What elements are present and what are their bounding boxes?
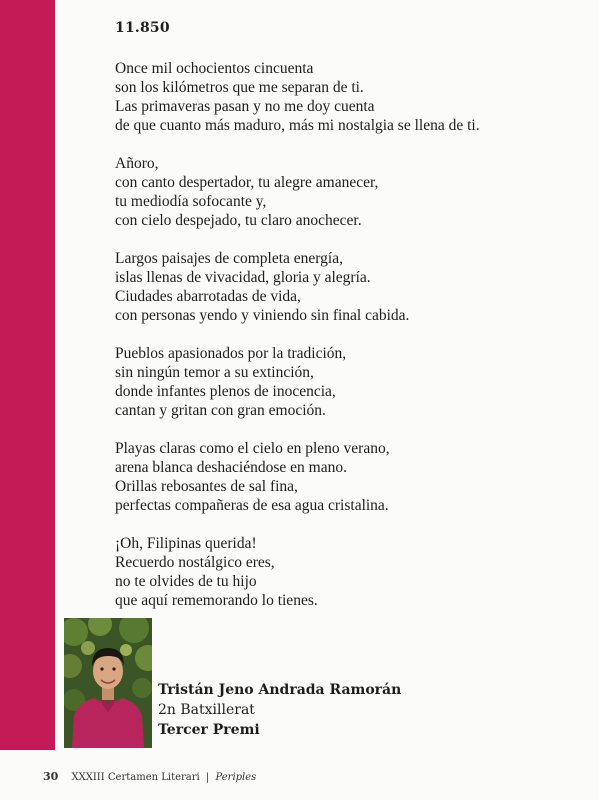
poem-line: Añoro, — [115, 155, 159, 172]
poem-line: cantan y gritan con gran emoción. — [115, 402, 326, 419]
poem-line: arena blanca deshaciéndose en mano. — [115, 459, 347, 476]
author-portrait-image — [64, 618, 152, 748]
poem-line: Orillas rebosantes de sal fina, — [115, 478, 298, 495]
poem-stanza — [115, 249, 585, 325]
author-photo — [64, 618, 152, 748]
poem-line: son los kilómetros que me separan de ti. — [115, 79, 364, 96]
poem-line: perfectas compañeras de esa agua cristalina. — [115, 497, 389, 514]
poem-line: sin ningún temor a su extinción, — [115, 364, 314, 381]
poem-line: Las primaveras pasan y no me doy cuenta — [115, 98, 375, 115]
decorative-sidebar-band — [0, 0, 55, 750]
poem-line: no te olvides de tu hijo — [115, 573, 257, 590]
poem-line: Recuerdo nostálgico eres, — [115, 554, 275, 571]
author-name: Tristán Jeno Andrada Ramorán — [158, 682, 402, 698]
page-number: 30 — [43, 770, 59, 783]
poem-line: islas llenas de vivacidad, gloria y alegría. — [115, 269, 371, 286]
author-course: 2n Batxillerat — [158, 702, 255, 718]
poem-line: con canto despertador, tu alegre amanecer, — [115, 174, 379, 191]
poem-line: de que cuanto más maduro, más mi nostalgia se llena de ti. — [115, 117, 480, 134]
poem-stanza — [115, 344, 585, 420]
poem-line: Playas claras como el cielo en pleno verano, — [115, 440, 390, 457]
poem-stanza — [115, 154, 585, 230]
poem-line: Largos paisajes de completa energía, — [115, 250, 343, 267]
poem-line: Pueblos apasionados por la tradición, — [115, 345, 347, 362]
poem-stanza — [115, 59, 585, 135]
poem-line: donde infantes plenos de inocencia, — [115, 383, 336, 400]
poem-line: tu mediodía sofocante y, — [115, 193, 267, 210]
publication-name: XXXIII Certamen Literari — [71, 772, 200, 783]
poem-line: con cielo despejado, tu claro anochecer. — [115, 212, 362, 229]
poem-line: Ciudades abarrotadas de vida, — [115, 288, 301, 305]
poem-title: 11.850 — [115, 20, 170, 36]
footer-separator: | — [205, 772, 210, 783]
page-footer — [43, 770, 256, 783]
poem-line: Once mil ochocientos cincuenta — [115, 60, 314, 77]
poem-body — [115, 59, 585, 629]
poem-line: con personas yendo y viniendo sin final cabida. — [115, 307, 410, 324]
poem-line: ¡Oh, Filipinas querida! — [115, 535, 257, 552]
poem-stanza — [115, 439, 585, 515]
poem-stanza — [115, 534, 585, 610]
poem-line: que aquí rememorando lo tienes. — [115, 592, 318, 609]
magazine-name: Periples — [215, 772, 257, 783]
author-credit — [158, 680, 401, 740]
author-prize: Tercer Premi — [158, 722, 260, 738]
